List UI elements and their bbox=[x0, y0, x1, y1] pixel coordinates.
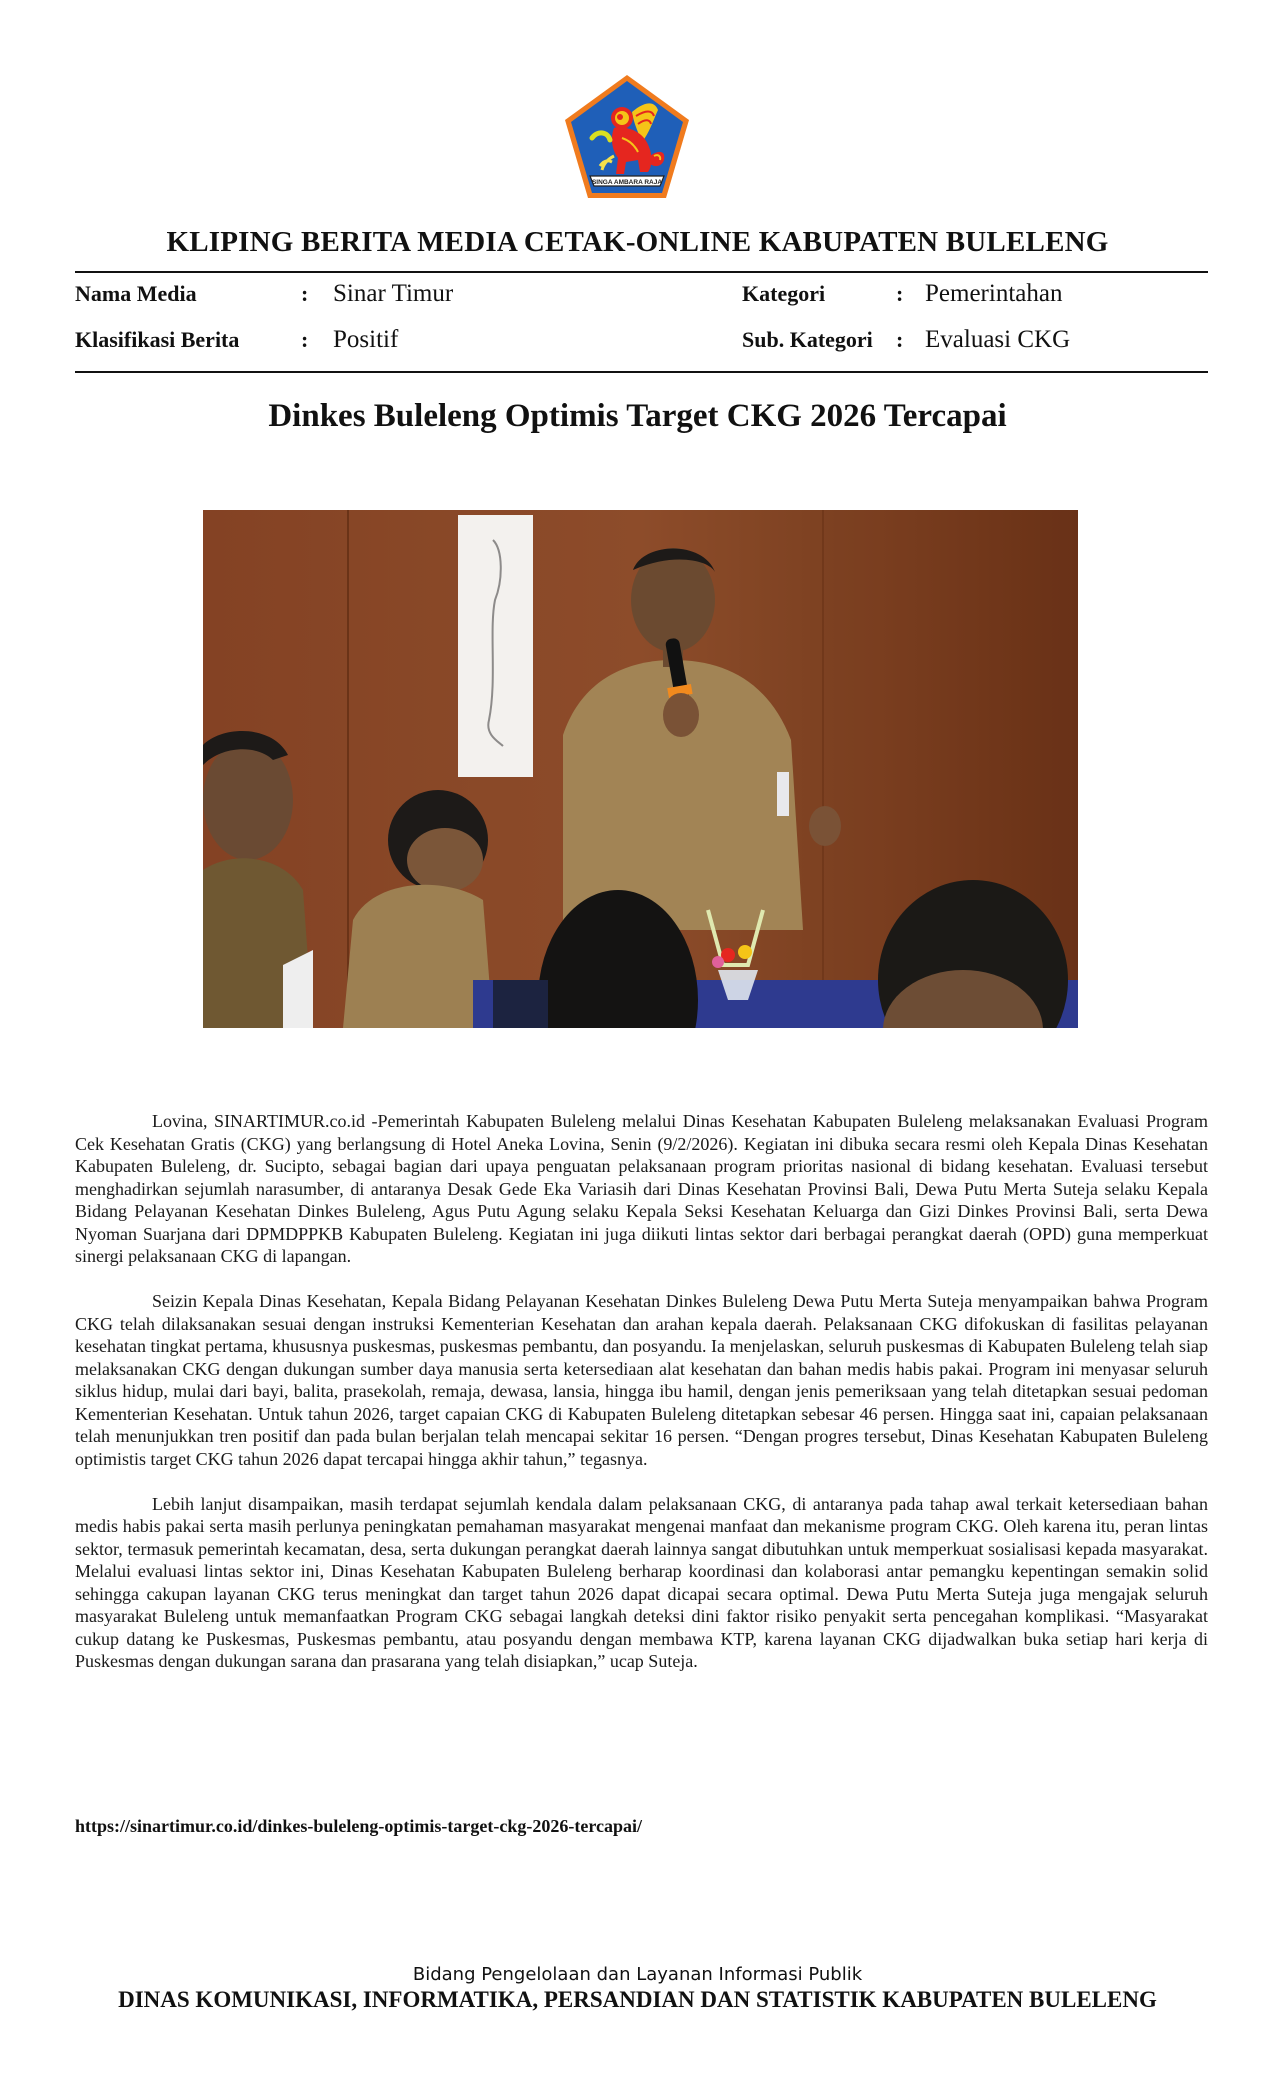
article-title: Dinkes Buleleng Optimis Target CKG 2026 Tercapai bbox=[268, 398, 1007, 434]
kategori-value: Pemerintahan bbox=[925, 280, 1063, 307]
klasifikasi-berita-value: Positif bbox=[333, 326, 399, 353]
footer-agency-name: DINAS KOMUNIKASI, INFORMATIKA, PERSANDIAN DAN STATISTIK KABUPATEN BULELENG bbox=[118, 1987, 1157, 2012]
article-paragraph: Seizin Kepala Dinas Kesehatan, Kepala Bidang Pelayanan Kesehatan Dinkes Buleleng Dewa Putu Merta Suteja menyampaikan bahwa Program CKG telah dilaksanakan sesuai dengan instruksi Kementerian Kesehatan dan arahan kepala daerah. Pelaksanaan CKG difokuskan di fasilitas pelayanan kesehatan tingkat pertama, khususnya puskesmas, puskesmas pembantu, dan posyandu. Ia menjelaskan, seluruh puskesmas di Kabupaten Buleleng telah siap melaksanakan CKG dengan dukungan sumber daya manusia serta ketersediaan alat kesehatan dan bahan medis habis pakai. Program ini menyasar seluruh siklus hidup, mulai dari bayi, balita, prasekolah, remaja, dewasa, lansia, hingga ibu hamil, dengan jenis pemeriksaan yang telah ditetapkan sesuai pedoman Kementerian Kesehatan. Untuk tahun 2026, target capaian CKG di Kabupaten Buleleng ditetapkan sebesar 46 persen. Hingga saat ini, capaian pelaksanaan telah menunjukkan tren positif dan pada bulan berjalan telah mencapai sekitar 16 persen. “Dengan progres tersebut, Dinas Kesehatan Kabupaten Buleleng optimistis target CKG tahun 2026 dapat tercapai hingga akhir tahun,” tegasnya. bbox=[75, 1291, 1208, 1469]
singa-ambara-raja-crest-icon bbox=[562, 72, 692, 202]
klasifikasi-berita-label: Klasifikasi Berita bbox=[75, 327, 240, 352]
nama-media-value: Sinar Timur bbox=[333, 280, 454, 307]
article-body bbox=[75, 1110, 1208, 1695]
nama-media-label: Nama Media bbox=[75, 281, 197, 306]
klasifikasi-berita-colon: : bbox=[301, 327, 309, 352]
footer-unit-name: Bidang Pengelolaan dan Layanan Informasi Publik bbox=[412, 1964, 863, 1985]
article-paragraph: Lebih lanjut disampaikan, masih terdapat sejumlah kendala dalam pelaksanaan CKG, di antaranya pada tahap awal terkait ketersediaan bahan medis habis pakai serta masih perlunya peningkatan pemahaman masyarakat mengenai manfaat dan mekanisme program CKG. Oleh karena itu, peran lintas sektor, termasuk pemerintah kecamatan, desa, serta dukungan perangkat daerah lainnya sangat dibutuhkan untuk memperkuat sosialisasi kepada masyarakat. Melalui evaluasi lintas sektor ini, Dinas Kesehatan Kabupaten Buleleng berharap koordinasi dan kolaborasi antar pemangku kepentingan semakin solid sehingga cakupan layanan CKG terus meningkat dan target tahun 2026 dapat dicapai secara optimal. Dewa Putu Merta Suteja juga mengajak seluruh masyarakat Buleleng untuk memanfaatkan Program CKG sebagai langkah deteksi dini faktor risiko penyakit serta pencegahan komplikasi. “Masyarakat cukup datang ke Puskesmas, Puskesmas pembantu, atau posyandu dengan membawa KTP, karena layanan CKG dijadwalkan buka setiap hari kerja di Puskesmas dengan dukungan sarana dan prasarana yang telah disiapkan,” ucap Suteja. bbox=[75, 1493, 1208, 1671]
header-top-divider bbox=[75, 271, 1208, 273]
kategori-label: Kategori bbox=[742, 281, 826, 306]
article-paragraph: Lovina, SINARTIMUR.co.id -Pemerintah Kabupaten Buleleng melalui Dinas Kesehatan Kabupaten Buleleng melaksanakan Evaluasi Program Cek Kesehatan Gratis (CKG) yang berlangsung di Hotel Aneka Lovina, Senin (9/2/2026). Kegiatan ini dibuka secara resmi oleh Kepala Dinas Kesehatan Kabupaten Buleleng, dr. Sucipto, sebagai bagian dari upaya penguatan pelaksanaan program prioritas nasional di bidang kesehatan. Evaluasi tersebut menghadirkan sejumlah narasumber, di antaranya Desak Gede Eka Variasih dari Dinas Kesehatan Provinsi Bali, Dewa Putu Merta Suteja selaku Kepala Bidang Pelayanan Kesehatan Dinkes Buleleng, Agus Putu Agung selaku Kepala Seksi Kesehatan Keluarga dan Gizi Dinkes Provinsi Bali, serta Dewa Nyoman Suarjana dari DPMDPPKB Kabupaten Buleleng. Kegiatan ini juga diikuti lintas sektor dari berbagai perangkat daerah (OPD) guna memperkuat sinergi pelaksanaan CKG di lapangan. bbox=[75, 1111, 1208, 1266]
document-title: KLIPING BERITA MEDIA CETAK-ONLINE KABUPATEN BULELENG bbox=[166, 226, 1109, 258]
header-bottom-divider bbox=[75, 371, 1208, 373]
source-url-link[interactable]: https://sinartimur.co.id/dinkes-buleleng-optimis-target-ckg-2026-tercapai/ bbox=[75, 1816, 642, 1836]
crest-motto: SINGA AMBARA RAJA bbox=[591, 179, 663, 186]
sub-kategori-value: Evaluasi CKG bbox=[925, 326, 1071, 353]
nama-media-colon: : bbox=[301, 281, 309, 306]
kategori-colon: : bbox=[896, 281, 904, 306]
sub-kategori-label: Sub. Kategori bbox=[742, 327, 873, 352]
article-photo bbox=[203, 510, 1078, 1028]
sub-kategori-colon: : bbox=[896, 327, 904, 352]
